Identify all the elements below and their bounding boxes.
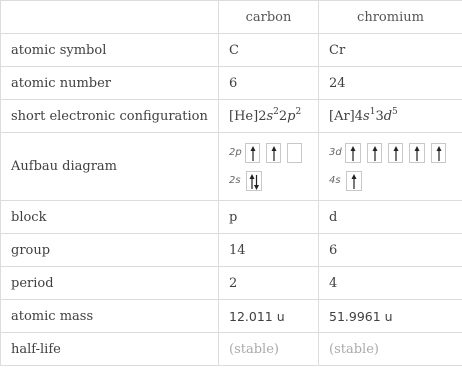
spin-up-arrow-icon <box>389 144 403 162</box>
shell-number: 3 <box>375 108 384 124</box>
aufbau-diagram <box>329 142 452 192</box>
chromium-value: 24 <box>319 67 462 100</box>
chromium-value: 6 <box>319 234 462 267</box>
chromium-value: Cr <box>319 34 462 67</box>
spin-up-arrow-icon <box>410 144 424 162</box>
table-row <box>1 201 462 234</box>
core: [Ar] <box>329 108 355 124</box>
row-label: short electronic configuration <box>1 100 219 133</box>
table-row <box>1 67 462 100</box>
orbital-box <box>246 171 262 191</box>
header-chromium: chromium <box>319 1 462 34</box>
subshell-letter: s <box>266 108 274 124</box>
table-row <box>1 333 462 366</box>
orbital-box <box>346 171 362 191</box>
table-row <box>1 133 462 201</box>
row-label: half-life <box>1 333 219 366</box>
carbon-value: 12.011 u <box>219 300 319 333</box>
empty-orbital-icon <box>288 144 302 162</box>
orbital-box <box>431 143 446 163</box>
electron-count: 1 <box>369 106 376 117</box>
carbon-configuration <box>219 100 319 133</box>
carbon-value: (stable) <box>219 333 319 366</box>
spin-pair-arrows-icon <box>247 172 261 190</box>
row-label: atomic symbol <box>1 34 219 67</box>
orbital-box <box>245 143 260 163</box>
header-blank <box>1 1 219 34</box>
orbital-row <box>229 142 308 164</box>
carbon-value: C <box>219 34 319 67</box>
subshell-letter: d <box>383 108 393 124</box>
table-row <box>1 300 462 333</box>
chromium-value: d <box>319 201 462 234</box>
electron-count: 2 <box>273 106 279 117</box>
subshell-label: 2s <box>229 175 241 186</box>
carbon-value: 6 <box>219 67 319 100</box>
chromium-configuration <box>319 100 462 133</box>
spin-up-arrow-icon <box>346 144 360 162</box>
chromium-value: 4 <box>319 267 462 300</box>
core: [He] <box>229 108 259 124</box>
row-label: atomic mass <box>1 300 219 333</box>
aufbau-diagram <box>229 142 308 192</box>
chromium-value: 51.9961 u <box>319 300 462 333</box>
orbital-box <box>287 143 302 163</box>
shell-number: 4 <box>354 108 364 124</box>
electron-count: 5 <box>392 106 398 117</box>
header-carbon: carbon <box>219 1 319 34</box>
chromium-aufbau-diagram <box>319 133 462 201</box>
row-label: group <box>1 234 219 267</box>
table-row <box>1 234 462 267</box>
spin-up-arrow-icon <box>267 144 281 162</box>
orbital-box <box>266 143 281 163</box>
orbital-box <box>409 143 424 163</box>
shell-number: 2 <box>278 108 288 124</box>
subshell-label: 4s <box>329 175 341 186</box>
chromium-value: (stable) <box>319 333 462 366</box>
orbital-row <box>229 170 308 192</box>
orbital-box <box>345 143 360 163</box>
carbon-aufbau-diagram <box>219 133 319 201</box>
subshell-letter: s <box>363 108 370 124</box>
carbon-value: 14 <box>219 234 319 267</box>
row-label: Aufbau diagram <box>1 133 219 201</box>
row-label: period <box>1 267 219 300</box>
subshell-label: 2p <box>229 147 242 158</box>
orbital-box <box>388 143 403 163</box>
carbon-value: 2 <box>219 267 319 300</box>
subshell-letter: p <box>287 108 296 124</box>
header-row <box>1 1 462 34</box>
orbital-row <box>329 170 452 192</box>
table-row <box>1 34 462 67</box>
spin-up-arrow-icon <box>347 172 361 190</box>
electron-count: 2 <box>295 106 302 117</box>
orbital-box <box>367 143 382 163</box>
spin-up-arrow-icon <box>368 144 382 162</box>
shell-number: 2 <box>258 108 267 124</box>
subshell-label: 3d <box>329 147 342 158</box>
row-label: block <box>1 201 219 234</box>
table-row <box>1 100 462 133</box>
carbon-value: p <box>219 201 319 234</box>
row-label: atomic number <box>1 67 219 100</box>
orbital-row <box>329 142 452 164</box>
spin-up-arrow-icon <box>432 144 446 162</box>
spin-up-arrow-icon <box>246 144 260 162</box>
table-row <box>1 267 462 300</box>
